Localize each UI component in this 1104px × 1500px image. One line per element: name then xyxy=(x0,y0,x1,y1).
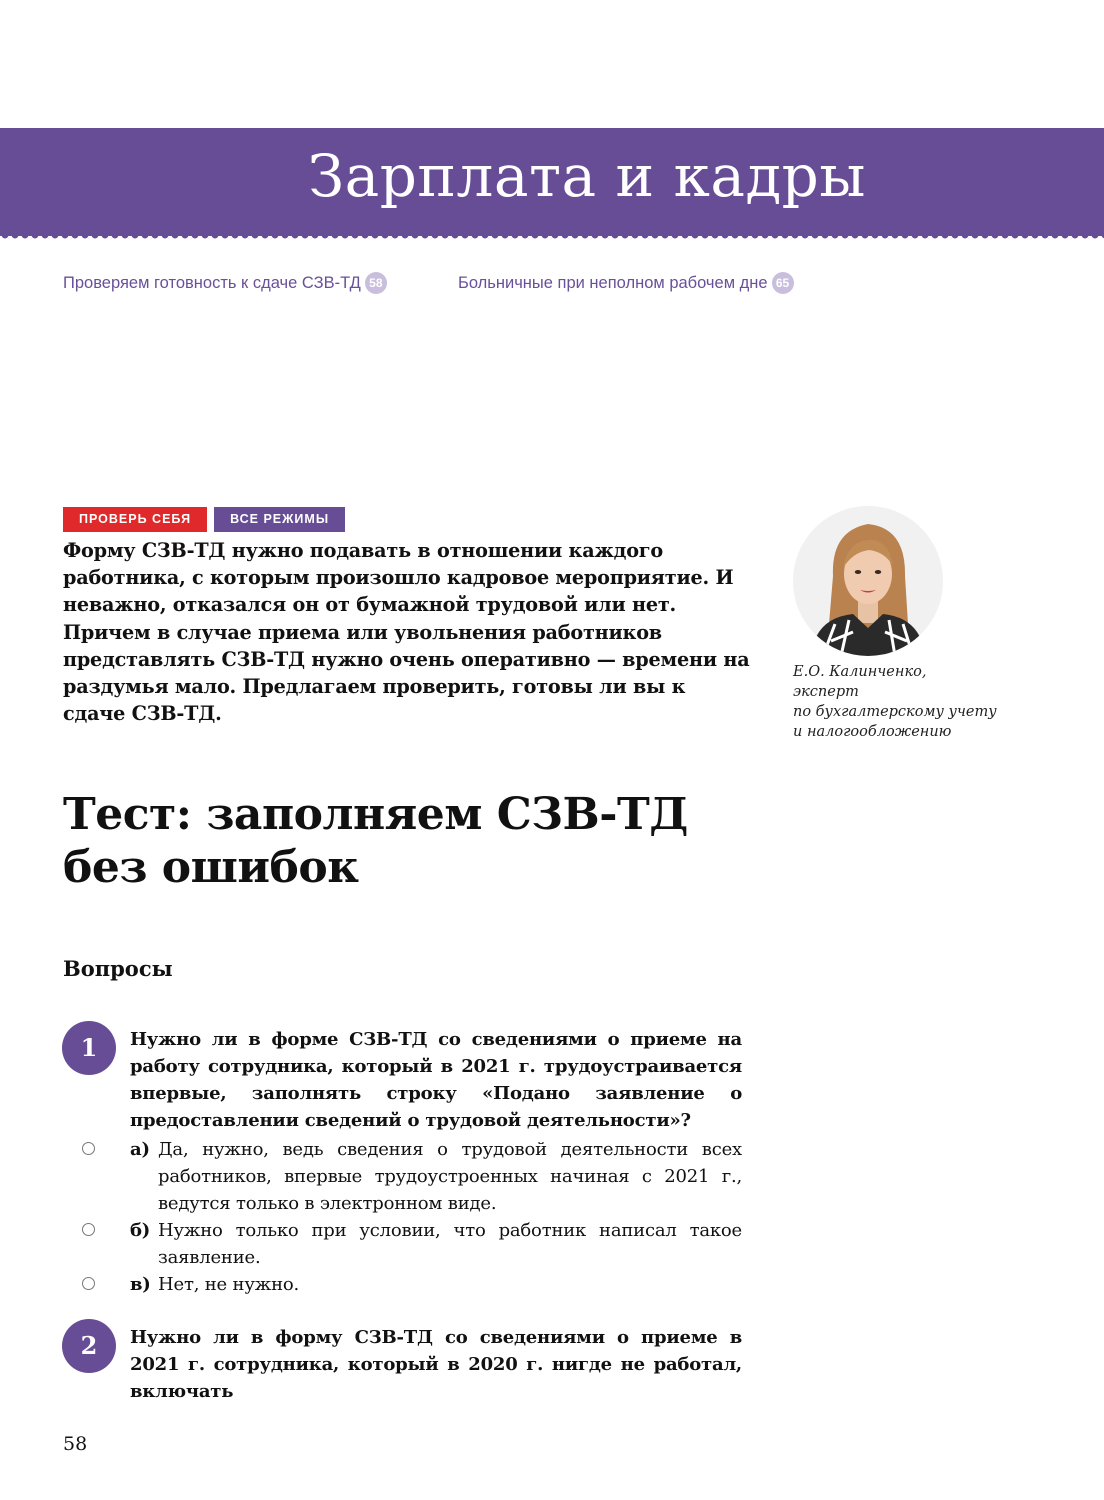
article-title-line: Тест: заполняем СЗВ-ТД xyxy=(63,789,688,840)
lead-paragraph: Форму СЗВ-ТД нужно подавать в отношении каждого работника, с которым произошло кадровое мероприятие. И неважно, отказался он от бумажной трудовой или нет. Причем в случае приема или увольнения работников представлять СЗВ-ТД нужно очень оперативно — времени на раздумья мало. Предлагаем проверить, готовы ли вы к сдаче СЗВ-ТД. xyxy=(63,539,750,726)
answer-letter: в) xyxy=(130,1274,151,1295)
rubric-tags xyxy=(63,507,345,532)
toc-item-title: Проверяем готовность к сдаче СЗВ-ТД xyxy=(63,274,361,292)
author-caption xyxy=(793,662,1023,742)
toc-item-sick-leave[interactable] xyxy=(458,272,794,294)
answer-option-a[interactable] xyxy=(130,1136,742,1217)
question-text: Нужно ли в форму СЗВ-ТД со сведениями о приеме в 2021 г. сотрудника, который в 2020 г. нигде не работал, включать xyxy=(130,1327,742,1402)
section-banner xyxy=(0,128,1104,236)
toc-page-badge: 58 xyxy=(365,272,387,294)
radio-button[interactable] xyxy=(82,1277,95,1290)
toc-item-szv-td[interactable] xyxy=(63,272,387,294)
page-number: 58 xyxy=(63,1433,88,1455)
questions-heading: Вопросы xyxy=(63,956,173,981)
author-name: Е.О. Калинченко, xyxy=(793,664,927,680)
radio-button[interactable] xyxy=(82,1223,95,1236)
question-text: Нужно ли в форме СЗВ-ТД со сведениями о приеме на работу сотрудника, который в 2021 г. трудоустраивается впервые, заполнять строку «Подано заявление о предоставлении сведений о трудовой деятельности»? xyxy=(130,1029,742,1131)
answer-letter: а) xyxy=(130,1139,150,1160)
article-title-line: без ошибок xyxy=(63,842,359,893)
author-photo xyxy=(793,506,943,656)
answer-text: Нет, не нужно. xyxy=(158,1274,300,1295)
question-number-badge: 2 xyxy=(62,1319,116,1373)
answer-text: Нужно только при условии, что работник написал такое заявление. xyxy=(158,1220,742,1268)
author-role: эксперт xyxy=(793,684,859,700)
section-title: Зарплата и кадры xyxy=(308,142,866,210)
tag-all-regimes: ВСЕ РЕЖИМЫ xyxy=(214,507,345,532)
author-portrait-icon xyxy=(793,506,943,656)
toc-page-badge: 65 xyxy=(772,272,794,294)
author-role: и налогообложению xyxy=(793,724,952,740)
author-role: по бухгалтерскому учету xyxy=(793,704,997,720)
radio-button[interactable] xyxy=(82,1142,95,1155)
article-title xyxy=(63,788,763,894)
toc-item-title: Больничные при неполном рабочем дне xyxy=(458,274,768,292)
answer-letter: б) xyxy=(130,1220,151,1241)
tag-check-yourself: ПРОВЕРЬ СЕБЯ xyxy=(63,507,207,532)
answer-option-b[interactable] xyxy=(130,1217,742,1271)
question-number-badge: 1 xyxy=(62,1021,116,1075)
answer-option-c[interactable] xyxy=(130,1271,742,1298)
answer-text: Да, нужно, ведь сведения о трудовой деятельности всех работников, впервые трудоустроенных начиная с 2021 г., ведутся только в электронном виде. xyxy=(158,1139,742,1214)
